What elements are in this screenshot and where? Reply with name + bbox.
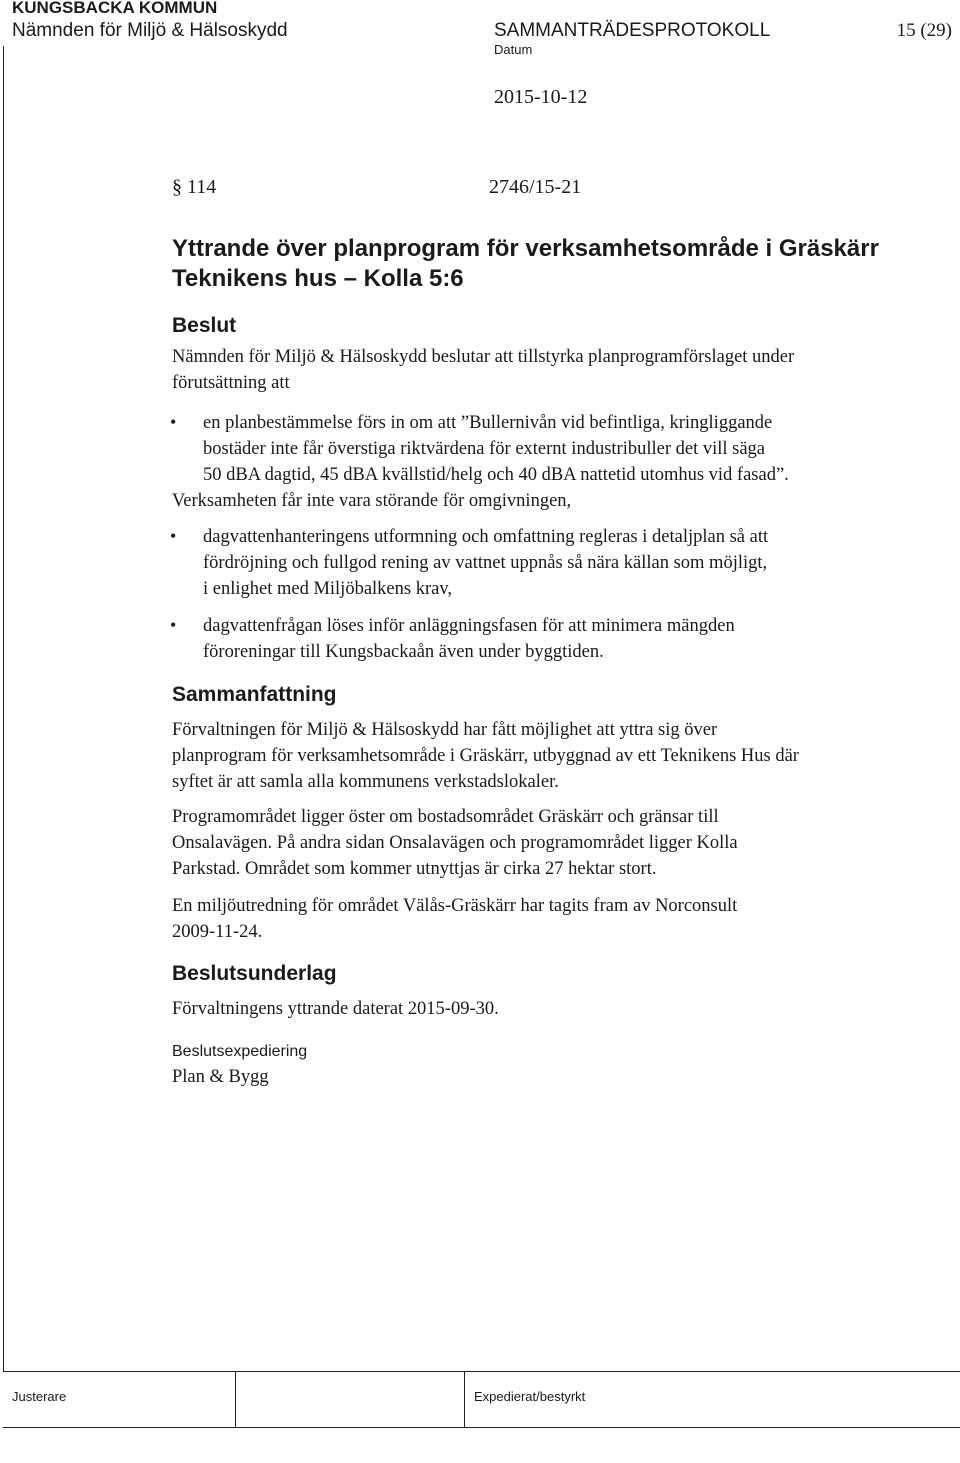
text-line: En miljöutredning för området Välås-Gräskärr har tagits fram av Norconsult <box>172 896 738 916</box>
sammanfattning-paragraph-1 <box>172 717 952 795</box>
bullet-icon: • <box>170 526 177 546</box>
beslut-bullet-2 <box>203 524 953 602</box>
beslut-heading: Beslut <box>172 314 237 337</box>
footer-cell-expedierat <box>465 1371 951 1427</box>
footer-cell-justerare <box>3 1371 236 1427</box>
text-line: Förvaltningen för Miljö & Hälsoskydd har fått möjlighet att yttra sig över <box>172 720 718 740</box>
beslut-continuation: Verksamheten får inte vara störande för omgivningen, <box>172 491 572 511</box>
beslut-intro-line: förutsättning att <box>172 373 290 393</box>
paragraph-number: § 114 <box>172 176 217 198</box>
text-line: Onsalavägen. På andra sidan Onsalavägen och programområdet ligger Kolla <box>172 833 738 853</box>
bullet-line: fördröjning och fullgod rening av vattnet uppnås så nära källan som möjligt, <box>203 553 768 573</box>
beslutsunderlag-heading: Beslutsunderlag <box>172 962 337 985</box>
expedierat-label: Expedierat/bestyrkt <box>474 1389 586 1404</box>
footer-bottom-border <box>3 1427 960 1428</box>
document-type: SAMMANTRÄDESPROTOKOLL <box>494 20 771 41</box>
bullet-line: föroreningar till Kungsbackaån även under byggtiden. <box>203 642 604 662</box>
bullet-icon: • <box>170 615 177 635</box>
beslutsexpediering-text: Plan & Bygg <box>172 1067 269 1087</box>
text-line: Programområdet ligger öster om bostadsområdet Gräskärr och gränsar till <box>172 807 719 827</box>
sammanfattning-heading: Sammanfattning <box>172 683 337 706</box>
beslut-bullet-3 <box>203 613 953 665</box>
sammanfattning-paragraph-2 <box>172 804 952 882</box>
bullet-line: i enlighet med Miljöbalkens krav, <box>203 579 453 599</box>
beslut-bullet-1 <box>203 410 953 488</box>
beslutsunderlag-text: Förvaltningens yttrande daterat 2015-09-30. <box>172 999 499 1019</box>
text-line: planprogram för verksamhetsområde i Gräskärr, utbyggnad av ett Teknikens Hus där <box>172 746 799 766</box>
beslut-intro <box>172 344 952 396</box>
bullet-icon: • <box>170 412 177 432</box>
case-number: 2746/15-21 <box>489 176 582 198</box>
bullet-line: dagvattenfrågan löses inför anläggningsfasen för att minimera mängden <box>203 616 735 636</box>
section-title: Yttrande över planprogram för verksamhetsområde i Gräskärr Teknikens hus – Kolla 5:6 <box>172 235 879 292</box>
footer-cell-signature <box>236 1371 465 1427</box>
text-line: Parkstad. Området som kommer utnyttjas är cirka 27 hektar stort. <box>172 859 657 879</box>
beslutsexpediering-heading: Beslutsexpediering <box>172 1043 308 1060</box>
sammanfattning-paragraph-3 <box>172 893 952 945</box>
left-margin-line <box>3 46 4 1371</box>
bullet-line: bostäder inte får överstiga riktvärdena för externt industribuller det vill säga <box>203 439 766 459</box>
organization-name: KUNGSBACKA KOMMUN <box>12 0 218 17</box>
board-name: Nämnden för Miljö & Hälsoskydd <box>12 20 288 41</box>
bullet-line: en planbestämmelse förs in om att ”Bullernivån vid befintliga, kringliggande <box>203 413 773 433</box>
text-line: 2009-11-24. <box>172 922 263 942</box>
justerare-label: Justerare <box>12 1389 67 1404</box>
beslut-intro-line: Nämnden för Miljö & Hälsoskydd beslutar att tillstyrka planprogramförslaget under <box>172 347 795 367</box>
meeting-date: 2015-10-12 <box>494 86 588 108</box>
page-number: 15 (29) <box>896 20 952 41</box>
bullet-line: 50 dBA dagtid, 45 dBA kvällstid/helg och 40 dBA nattetid utomhus vid fasad”. <box>203 465 789 485</box>
bullet-line: dagvattenhanteringens utformning och omfattning regleras i detaljplan så att <box>203 527 769 547</box>
date-label: Datum <box>494 42 533 57</box>
text-line: syftet är att samla alla kommunens verkstadslokaler. <box>172 772 559 792</box>
